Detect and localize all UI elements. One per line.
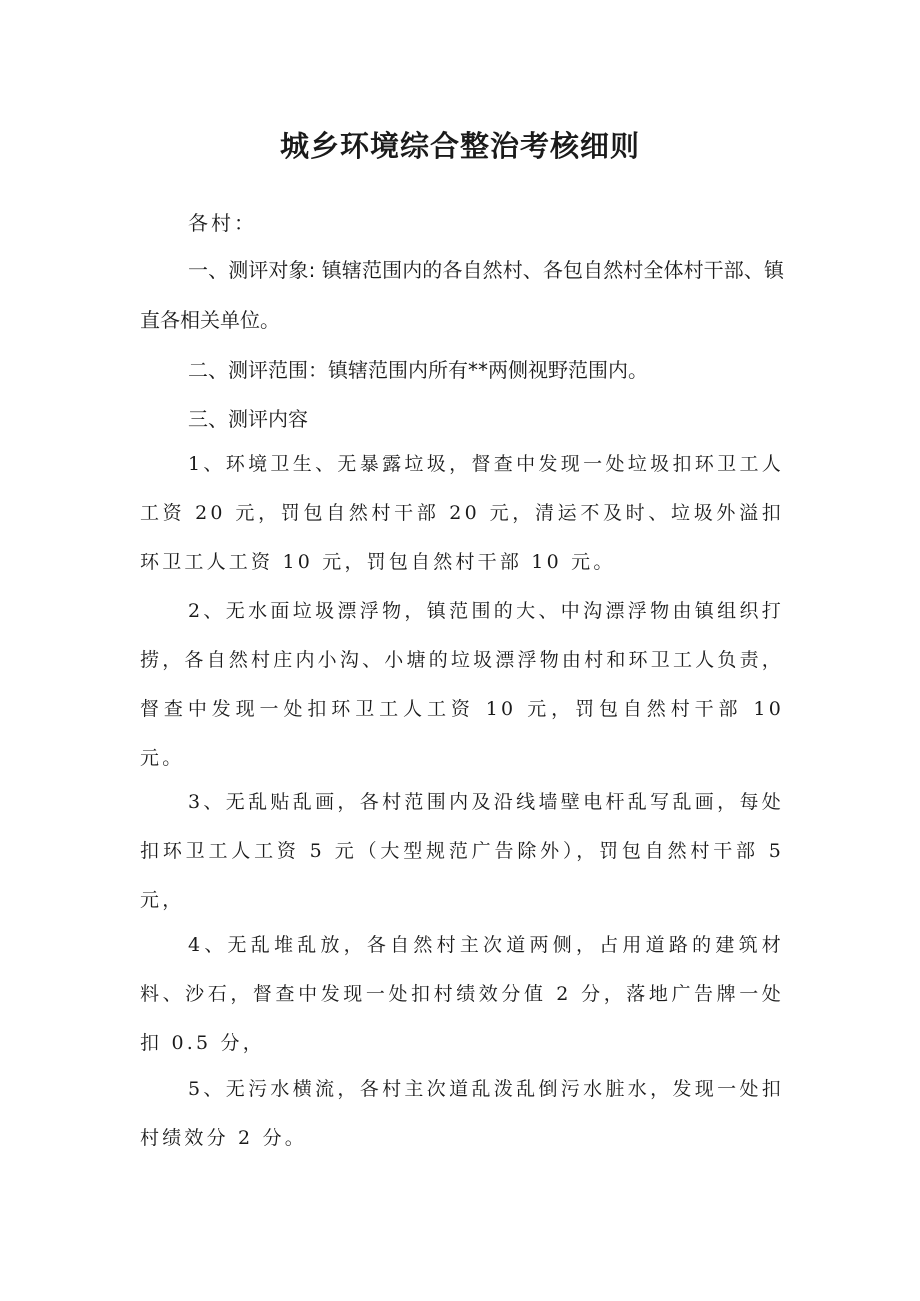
item-random-piling: 4、无乱堆乱放，各自然村主次道两侧，占用道路的建筑材料、沙石，督查中发现一处扣村绩效分值 2 分，落地广告牌一处扣 0.5 分，	[140, 934, 784, 1054]
salutation: 各村：	[188, 211, 257, 235]
document-title: 城乡环境综合整治考核细则	[279, 129, 640, 163]
item-sewage: 5、无污水横流，各村主次道乱泼乱倒污水脏水，发现一处扣村绩效分 2 分。	[140, 1078, 784, 1149]
section-evaluation-content: 三、测评内容	[188, 407, 308, 431]
section-evaluation-target: 一、测评对象: 镇辖范围内的各自然村、各包自然村全体村干部、镇直各相关单位。	[140, 258, 784, 332]
section-evaluation-scope: 二、测评范围：镇辖范围内所有**两侧视野范围内。	[188, 358, 648, 382]
item-posting-graffiti: 3、无乱贴乱画，各村范围内及沿线墙壁电杆乱写乱画，每处扣环卫工人工资 5 元（大型规范广告除外），罚包自然村干部 5 元，	[140, 791, 784, 911]
item-environmental-hygiene: 1、环境卫生、无暴露垃圾，督查中发现一处垃圾扣环卫工人工资 20 元，罚包自然村干部 20 元，清运不及时、垃圾外溢扣环卫工人工资 10 元，罚包自然村干部 10 元。	[140, 453, 784, 573]
item-floating-garbage: 2、无水面垃圾漂浮物，镇范围的大、中沟漂浮物由镇组织打捞，各自然村庄内小沟、小塘的垃圾漂浮物由村和环卫工人负责，督查中发现一处扣环卫工人工资 10 元，罚包自然村干部 10 元。	[140, 600, 784, 769]
